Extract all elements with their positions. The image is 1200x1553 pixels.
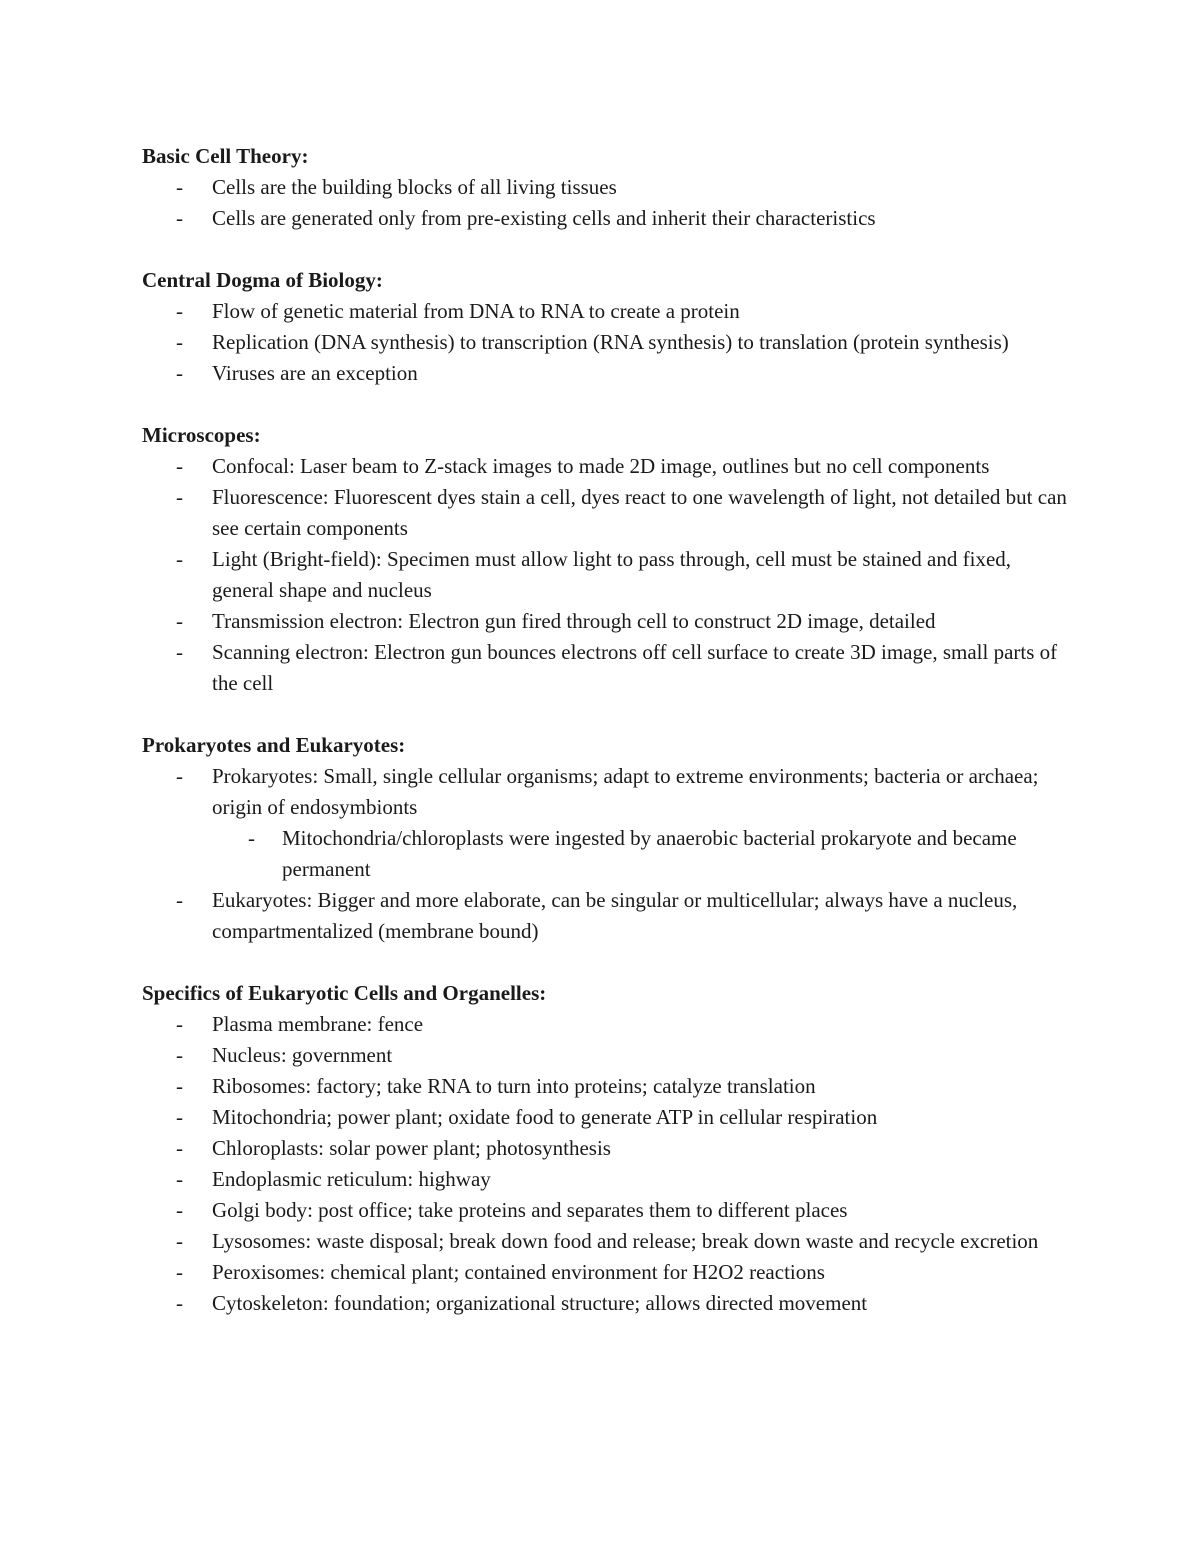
list-item-text: Ribosomes: factory; take RNA to turn into proteins; catalyze translation: [212, 1074, 816, 1098]
list-item-text: Fluorescence: Fluorescent dyes stain a cell, dyes react to one wavelength of light, not detailed but can see certain components: [212, 485, 1067, 540]
list-item: [142, 1071, 1072, 1102]
list-item: [142, 761, 1072, 885]
section-microscopes: [142, 420, 1072, 699]
section-heading: Prokaryotes and Eukaryotes:: [142, 733, 406, 757]
bullet-dash: -: [176, 454, 183, 478]
bullet-dash: -: [176, 330, 183, 354]
bullet-dash: -: [176, 1043, 183, 1067]
list-item-text: Replication (DNA synthesis) to transcription (RNA synthesis) to translation (protein synthesis): [212, 330, 1009, 354]
document-body: [142, 141, 1072, 1350]
bullet-list: [142, 172, 1072, 234]
bullet-list: [142, 296, 1072, 389]
bullet-dash: -: [176, 1198, 183, 1222]
bullet-dash: -: [176, 609, 183, 633]
list-item: [142, 606, 1072, 637]
list-item: [142, 1009, 1072, 1040]
list-item: [142, 482, 1072, 544]
list-item: [142, 637, 1072, 699]
bullet-dash: -: [176, 1260, 183, 1284]
bullet-dash: -: [176, 206, 183, 230]
bullet-dash: -: [176, 1105, 183, 1129]
list-item: [142, 327, 1072, 358]
list-item-text: Nucleus: government: [212, 1043, 393, 1067]
list-item-text: Chloroplasts: solar power plant; photosynthesis: [212, 1136, 611, 1160]
bullet-dash: -: [248, 826, 255, 850]
section-prokaryotes-eukaryotes: [142, 730, 1072, 947]
section-heading: Central Dogma of Biology:: [142, 268, 383, 292]
bullet-list: [142, 761, 1072, 947]
bullet-dash: -: [176, 764, 183, 788]
list-item-text: Plasma membrane: fence: [212, 1012, 424, 1036]
section-heading: Microscopes:: [142, 423, 261, 447]
list-item-text: Mitochondria/chloroplasts were ingested by anaerobic bacterial prokaryote and became permanent: [282, 826, 1017, 881]
sub-bullet-list: [212, 823, 1072, 885]
bullet-dash: -: [176, 547, 183, 571]
bullet-dash: -: [176, 1012, 183, 1036]
list-item-text: Cells are generated only from pre-existing cells and inherit their characteristics: [212, 206, 876, 230]
list-item: [142, 172, 1072, 203]
list-item: [142, 296, 1072, 327]
list-item-text: Cells are the building blocks of all living tissues: [212, 175, 617, 199]
list-item: [142, 1040, 1072, 1071]
section-basic-cell-theory: [142, 141, 1072, 234]
list-item: [142, 1257, 1072, 1288]
list-item: [142, 885, 1072, 947]
list-item-text: Eukaryotes: Bigger and more elaborate, can be singular or multicellular; always have a nucleus, compartmentalized (membrane bound): [212, 888, 1018, 943]
bullet-dash: -: [176, 485, 183, 509]
list-item-text: Mitochondria; power plant; oxidate food to generate ATP in cellular respiration: [212, 1105, 878, 1129]
bullet-dash: -: [176, 299, 183, 323]
list-item-text: Endoplasmic reticulum: highway: [212, 1167, 491, 1191]
list-item: [142, 1164, 1072, 1195]
list-item-text: Scanning electron: Electron gun bounces electrons off cell surface to create 3D image, small parts of the cell: [212, 640, 1058, 695]
list-item-text: Peroxisomes: chemical plant; contained environment for H2O2 reactions: [212, 1260, 825, 1284]
bullet-dash: -: [176, 640, 183, 664]
list-item-text: Golgi body: post office; take proteins and separates them to different places: [212, 1198, 848, 1222]
list-item: [142, 1288, 1072, 1319]
bullet-dash: -: [176, 175, 183, 199]
list-item: [142, 451, 1072, 482]
bullet-dash: -: [176, 888, 183, 912]
list-item-text: Cytoskeleton: foundation; organizational structure; allows directed movement: [212, 1291, 868, 1315]
list-item: [142, 203, 1072, 234]
section-central-dogma: [142, 265, 1072, 389]
bullet-list: [142, 1009, 1072, 1319]
list-item: [142, 1195, 1072, 1226]
list-item-text: Prokaryotes: Small, single cellular organisms; adapt to extreme environments; bacteria or archaea; origin of endosymbionts: [212, 764, 1039, 819]
bullet-dash: -: [176, 1229, 183, 1253]
list-item-text: Light (Bright-field): Specimen must allow light to pass through, cell must be stained and fixed, general shape and nucleus: [212, 547, 1012, 602]
list-item-text: Flow of genetic material from DNA to RNA to create a protein: [212, 299, 740, 323]
section-heading: Specifics of Eukaryotic Cells and Organelles:: [142, 981, 547, 1005]
list-item: [142, 1102, 1072, 1133]
list-item-text: Viruses are an exception: [212, 361, 418, 385]
list-item-text: Confocal: Laser beam to Z-stack images to made 2D image, outlines but no cell components: [212, 454, 990, 478]
bullet-dash: -: [176, 1136, 183, 1160]
list-item: [142, 1226, 1072, 1257]
bullet-list: [142, 451, 1072, 699]
bullet-dash: -: [176, 361, 183, 385]
section-heading: Basic Cell Theory:: [142, 144, 309, 168]
list-item-text: Lysosomes: waste disposal; break down food and release; break down waste and recycle excretion: [212, 1229, 1039, 1253]
list-item: [142, 544, 1072, 606]
bullet-dash: -: [176, 1291, 183, 1315]
list-item: [142, 358, 1072, 389]
list-item: [142, 1133, 1072, 1164]
list-item-text: Transmission electron: Electron gun fired through cell to construct 2D image, detailed: [212, 609, 936, 633]
sub-list-item: [212, 823, 1072, 885]
bullet-dash: -: [176, 1074, 183, 1098]
section-eukaryotic-organelles: [142, 978, 1072, 1319]
bullet-dash: -: [176, 1167, 183, 1191]
